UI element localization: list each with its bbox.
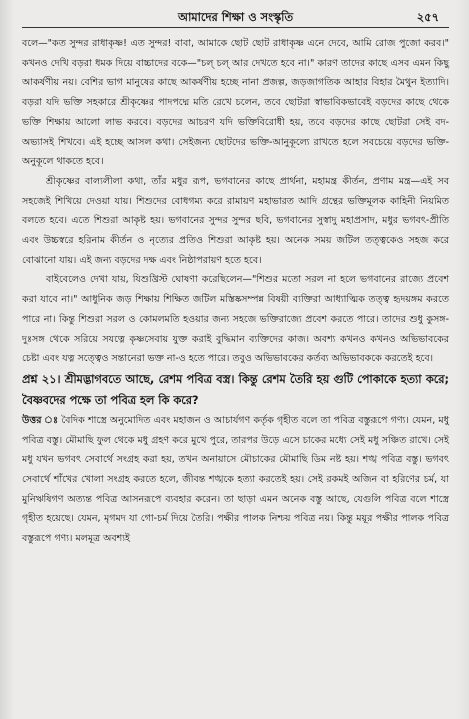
running-head	[22, 6, 449, 28]
body-text	[22, 34, 449, 549]
answer-paragraph	[22, 411, 449, 549]
answer-text: বৈদিক শাস্ত্রে অনুমোদিত এবং মহাজন ও আচার্যগণ কর্তৃক গৃহীত বলে তা পবিত্র বস্তুরূপে গণ্য। যেমন, মধু পবিত্র বস্তু। মৌমাছি ফুল থেকে মধু গ্রহণ করে মুখে পুরে, তারপর উড়ে এসে চাকের মধ্যে সেই মধু সঞ্চিত রাখে। সেই মধু যখন ভগবৎ সেবার্থে সংগ্রহ করা হয়, তখন অনায়াসে মৌচাকের মৌমাছি ডিম নষ্ট হয়। শঙ্খ পবিত্র বস্তু। ভগবৎ সেবার্থে শাঁখের খোলা সংগ্রহ করতে হলে, জীবন্ত শঙ্খকে হত্যা করতেই হয়। সেই রকমই অজিন বা হরিণের চর্ম, যা মুনিঋষিগণ অত্যন্ত পবিত্র আসনরূপে ব্যবহার করেন। তা ছাড়া এমন অনেক বস্তু আছে, যেগুলি পবিত্র বলে শাস্ত্রে গৃহীত হয়েছে। যেমন, মৃগমদ যা গো-চর্ম দিয়ে তৈরি। পক্ষীর পালক নিশ্চয় পবিত্র নয়। কিন্তু ময়ূর পক্ষীর পালক পবিত্র বস্তুরূপে গণ্য। মলমূত্র অবশ্যই	[22, 414, 450, 545]
paragraph-3: বাইবেলেও দেখা যায়, যিশুখ্রিস্ট ঘোষণা করেছিলেন—"শিশুর মতো সরল না হলে ভগবানের রাজ্যে প্রবেশ করা যাবে না।" আধুনিক জড় শিক্ষায় শিক্ষিত জটিল মস্তিষ্কসম্পন্ন বিষয়ী ব্যক্তিরা আধ্যাত্মিক তত্ত্ব হৃদয়ঙ্গম করতে পারে না। কিন্তু শিশুরা সরল ও কোমলমতি হওয়ার জন্য সহজে ভক্তিরাজ্যে প্রবেশ করতে পারে। তাদের শুধু কুসঙ্গ-দুঃসঙ্গ থেকে সরিয়ে সযত্নে কৃষ্ণসেবায় যুক্ত করাই বুদ্ধিমান ব্যক্তিদের কাজ। অবশ্য কখনও কখনও অভিভাবকের চেষ্টা এবং যত্ন সত্ত্বেও সন্তানেরা ভক্ত না-ও হতে পারে। তবুও অভিভাবকের কর্তব্য অভিভাবককে করতেই হবে।	[22, 274, 449, 365]
header-rule	[22, 27, 449, 28]
paragraph-1: বলে—"কত সুন্দর রাধাকৃষ্ণ! এত সুন্দর! বাবা, আমাকে ছোট ছোট রাধাকৃষ্ণ এনে দেবে, আমি রোজ পুজো করব।" কখনও দেখি বড়রা ধমক দিয়ে বাচ্চাদের বকে—"চল্ চল্ আর দেখতে হবে না।" কারণ তাদের কাছে এসব এমন কিছু আকর্ষণীয় নয়। বেশির ভাগ মানুষের কাছে আকর্ষণীয় হচ্ছে নানা প্রজল্প, জড়জাগতিক আহার বিহার মৈথুন ইত্যাদি। বড়রা যদি ভক্তি সহকারে শ্রীকৃষ্ণের পাদপদ্মে মতি রেখে চলেন, তবে ছোটরা স্বাভাবিকভাবেই বড়দের কাছে থেকে ভক্তি শিক্ষায় আলো লাভ করবে। বড়দের আচরণ যদি ভক্তিবিরোধী হয়, তবে বড়দের কাছে ছোটরা সেই বদ-অভ্যাসই শিখবে। এই হচ্ছে আসল কথা। সেইজন্য ছোটদের ভক্তি-আনুকূল্যে রাখতে হলে সবচেয়ে বড়দের ভক্তি-অনুকূলে থাকতে হবে।	[22, 38, 449, 168]
page-number: ২৫৭	[416, 10, 439, 24]
paragraph-2: শ্রীকৃষ্ণের বাল্যলীলা কথা, তাঁর মধুর রূপ, ভগবানের কাছে প্রার্থনা, মহামন্ত্র কীর্তন, প্রণাম মন্ত্র—এই সব সহজেই শিখিয়ে দেওয়া যায়। শিশুদের বোধগম্য করে রামায়ণ মহাভারত আদি গ্রন্থের ভক্তিমূলক কাহিনী নিয়মিত বলতে হবে। এতে শিশুরা আকৃষ্ট হয়। ভগবানের সুন্দর সুন্দর ছবি, ভগবানের সুস্বাদু মহাপ্রসাদ, মধুর ভগবৎ-প্রীতি এবং উচ্চস্বরে হরিনাম কীর্তন ও নৃত্যের প্রতিও শিশুরা আকৃষ্ট হয়। অনেক সময় জটিল তত্ত্বকেও সহজ করে বোঝানো যায়। এই জন্য বড়দের দক্ষ এবং নিষ্ঠাপরায়ণ হতে হবে।	[22, 175, 449, 266]
running-title: আমাদের শিক্ষা ও সংস্কৃতি	[178, 10, 293, 24]
answer-lead: উত্তর ঃ	[22, 414, 59, 426]
question-heading: প্রশ্ন ২১। শ্রীমদ্ভাগবতে আছে, রেশম পবিত্র বস্ত্র। কিন্তু রেশম তৈরি হয় গুটি পোকাকে হত্যা করে; বৈষ্ণবদের পক্ষে তা পবিত্র হল কি করে?	[22, 372, 449, 407]
